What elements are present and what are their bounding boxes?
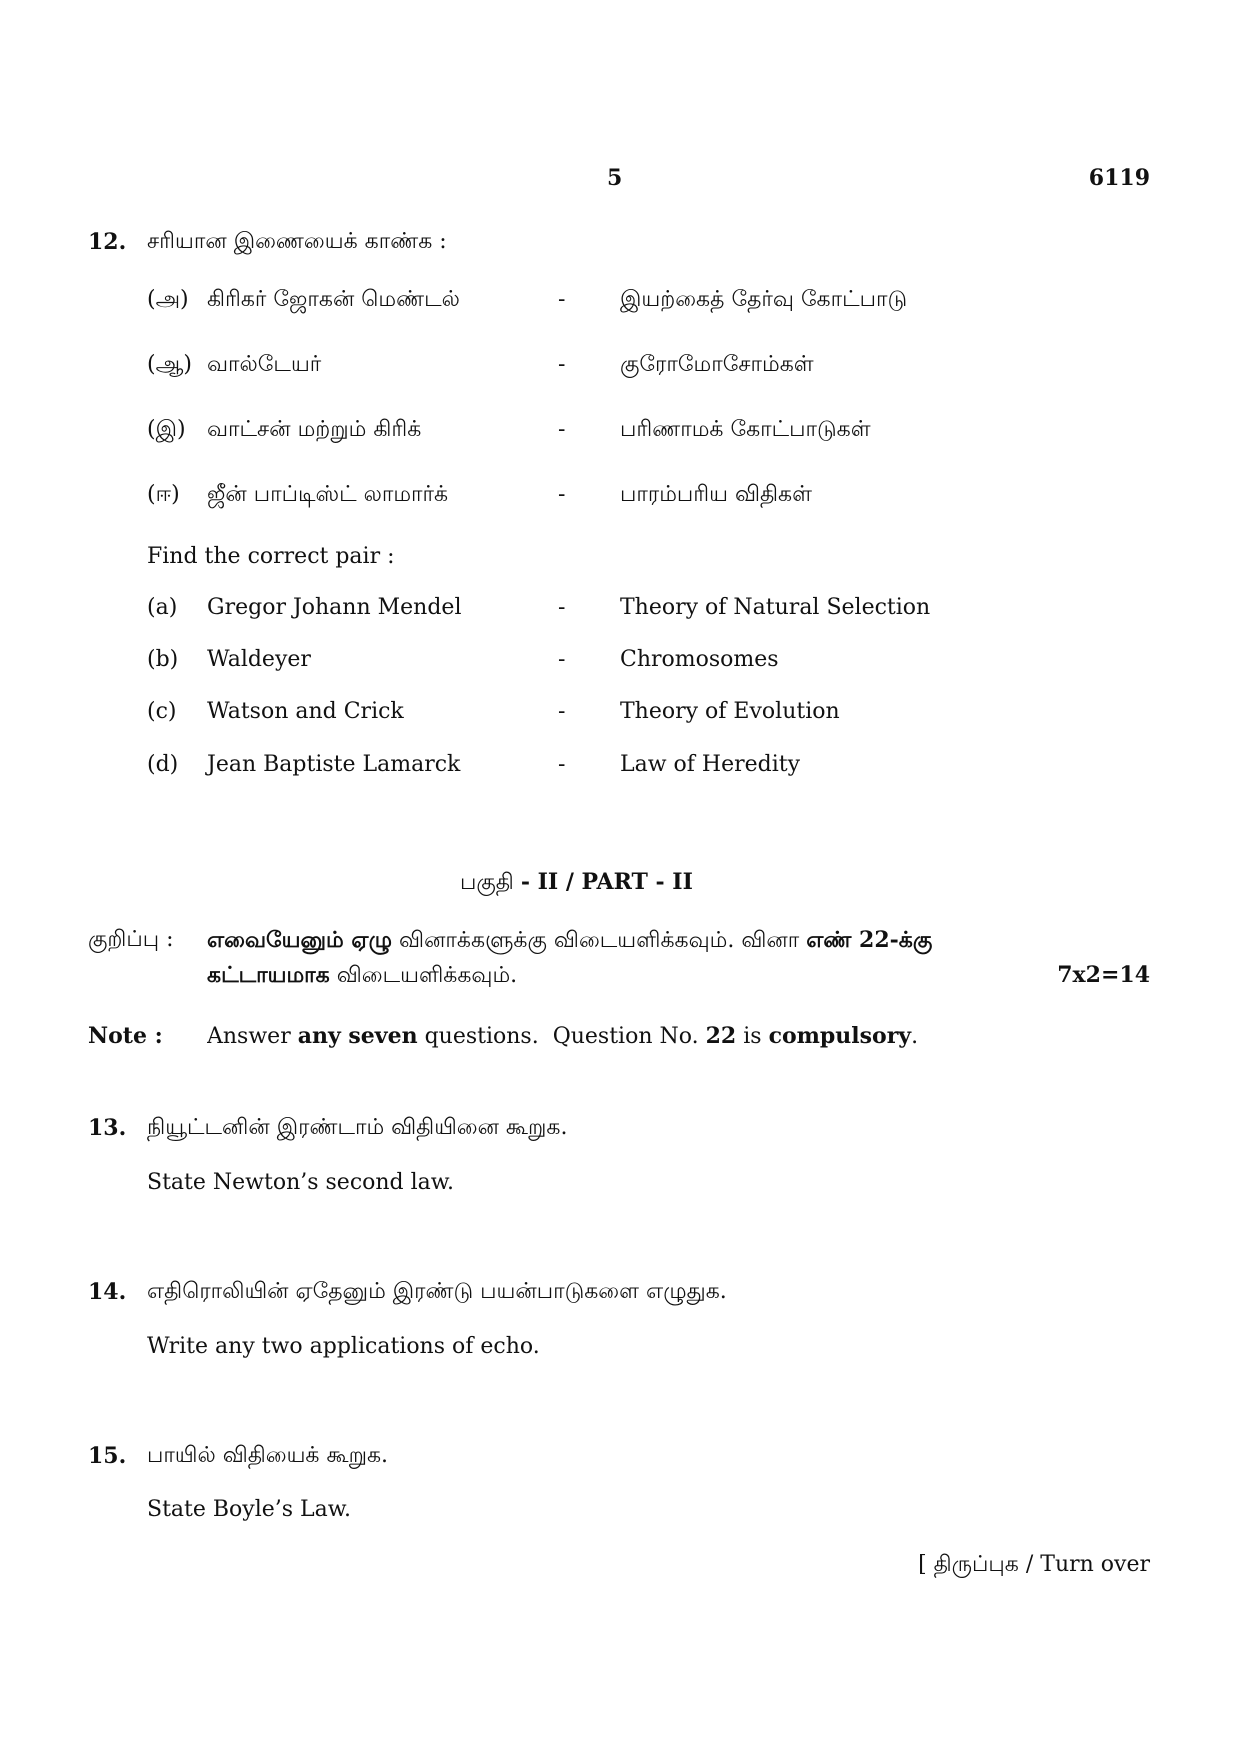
question-number-14: 14.: [88, 1279, 127, 1305]
note-text: விடையளிக்கவும்.: [336, 963, 518, 988]
pair-label: (ஆ): [147, 352, 192, 377]
pair-dash: -: [558, 287, 566, 312]
pair-dash: -: [558, 352, 566, 377]
pair-right: Law of Heredity: [620, 752, 801, 777]
pair-right: குரோமோசோம்கள்: [620, 352, 814, 377]
pair-left: Watson and Crick: [207, 699, 404, 724]
question-number-15: 15.: [88, 1443, 127, 1469]
pair-label: (ஈ): [147, 482, 180, 507]
marks-allocation: 7x2=14: [1057, 962, 1150, 988]
note-emphasis: 22: [705, 1023, 737, 1049]
note-english-text: [207, 1021, 1150, 1051]
pair-row-tamil-2: [0, 350, 1240, 380]
pair-left: ஜீன் பாப்டிஸ்ட் லாமார்க்: [207, 482, 449, 507]
part-heading-english: - II / PART - II: [520, 869, 693, 895]
pair-label: (c): [147, 699, 177, 724]
pair-dash: -: [558, 699, 566, 724]
pair-row-tamil-1: [0, 285, 1240, 315]
turn-over-note: [ திருப்புக / Turn over: [918, 1552, 1150, 1577]
question-number-13: 13.: [88, 1115, 127, 1141]
pair-label: (a): [147, 595, 178, 620]
pair-dash: -: [558, 752, 566, 777]
pair-label: (இ): [147, 417, 186, 442]
question-12-prompt-tamil: சரியான இணையைக் காண்க :: [147, 229, 447, 254]
pair-right: பரிணாமக் கோட்பாடுகள்: [620, 417, 871, 442]
pair-label: (அ): [147, 287, 189, 312]
pair-left: வாட்சன் மற்றும் கிரிக்: [207, 417, 422, 442]
part-heading: [460, 867, 693, 897]
note-emphasis: any seven: [297, 1023, 418, 1049]
question-14-tamil: எதிரொலியின் ஏதேனும் இரண்டு பயன்பாடுகளை எழுதுக.: [147, 1279, 727, 1304]
pair-right: Chromosomes: [620, 647, 779, 672]
pair-dash: -: [558, 417, 566, 442]
question-13-english: State Newton’s second law.: [147, 1170, 455, 1195]
pair-label: (b): [147, 647, 179, 672]
note-tamil-line-1: [207, 925, 1150, 955]
pair-left: Jean Baptiste Lamarck: [207, 752, 461, 777]
pair-row-english-d: [0, 750, 1240, 780]
pair-row-tamil-4: [0, 480, 1240, 510]
note-text: Answer: [207, 1024, 291, 1049]
question-15-english: State Boyle’s Law.: [147, 1497, 351, 1522]
question-13-tamil: நியூட்டனின் இரண்டாம் விதியினை கூறுக.: [147, 1115, 568, 1140]
note-emphasis: compulsory: [768, 1023, 912, 1049]
paper-code: 6119: [1088, 165, 1150, 191]
question-number-12: 12.: [88, 229, 127, 255]
pair-dash: -: [558, 595, 566, 620]
part-heading-tamil: பகுதி: [460, 870, 514, 895]
page-number: 5: [607, 165, 623, 191]
pair-row-english-a: [0, 593, 1240, 623]
pair-right: இயற்கைத் தேர்வு கோட்பாடு: [620, 287, 908, 312]
pair-left: Waldeyer: [207, 647, 311, 672]
note-emphasis: எண் 22-க்கு: [806, 927, 933, 953]
pair-dash: -: [558, 482, 566, 507]
pair-row-tamil-3: [0, 415, 1240, 445]
note-text: is: [743, 1024, 762, 1049]
pair-row-english-c: [0, 697, 1240, 727]
note-emphasis: எவையேனும் ஏழு: [207, 927, 393, 953]
pair-right: Theory of Natural Selection: [620, 595, 931, 620]
pair-left: கிரிகர் ஜோகன் மெண்டல்: [207, 287, 460, 312]
note-label-tamil: குறிப்பு :: [88, 927, 174, 952]
note-text: questions. Question No.: [424, 1024, 699, 1049]
pair-right: பாரம்பரிய விதிகள்: [620, 482, 812, 507]
note-text: வினாக்களுக்கு விடையளிக்கவும். வினா: [399, 928, 800, 953]
question-12-prompt-english: Find the correct pair :: [147, 544, 395, 569]
pair-dash: -: [558, 647, 566, 672]
pair-row-english-b: [0, 645, 1240, 675]
pair-label: (d): [147, 752, 179, 777]
pair-left: வால்டேயர்: [207, 352, 322, 377]
pair-right: Theory of Evolution: [620, 699, 840, 724]
question-15-tamil: பாயில் விதியைக் கூறுக.: [147, 1443, 389, 1468]
note-emphasis: கட்டாயமாக: [207, 962, 330, 988]
pair-left: Gregor Johann Mendel: [207, 595, 462, 620]
note-tamil-line-2: [207, 960, 967, 990]
note-text: .: [911, 1024, 919, 1049]
question-14-english: Write any two applications of echo.: [147, 1334, 540, 1359]
note-label-english: Note :: [88, 1023, 163, 1049]
